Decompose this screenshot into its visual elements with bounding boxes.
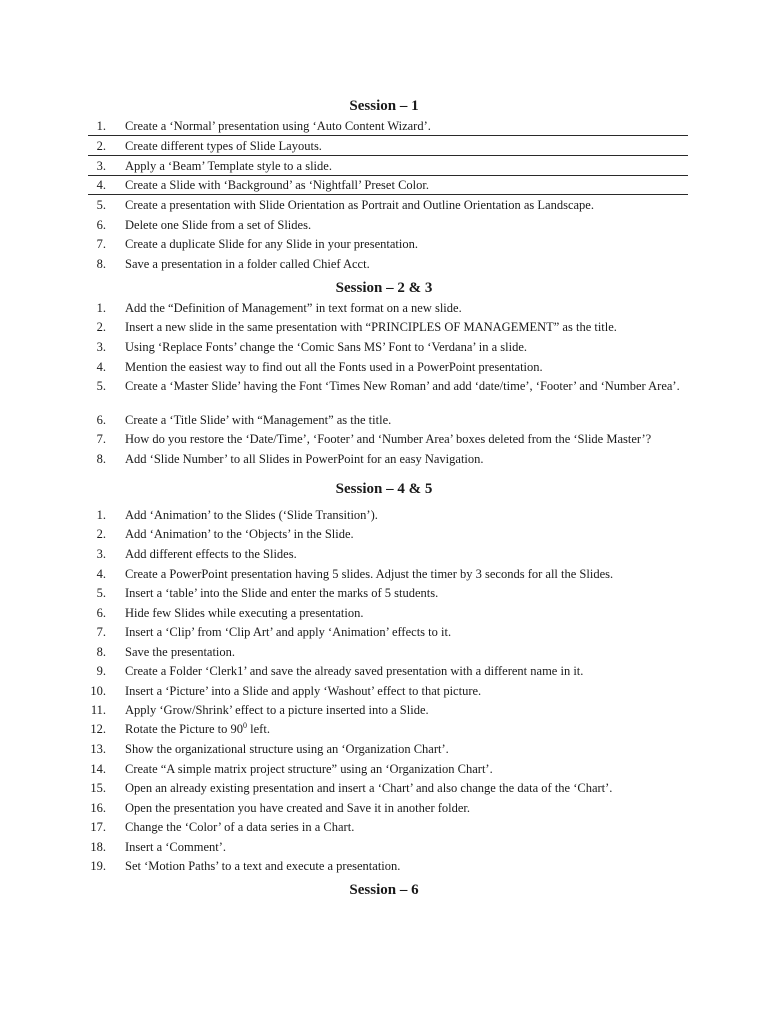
session-4-5-title: Session – 4 & 5 — [335, 481, 433, 497]
item-text: Change the ‘Color’ of a data series in a Chart. — [125, 820, 355, 834]
item-text: Mention the easiest way to find out all the Fonts used in a PowerPoint presentation. — [125, 360, 543, 374]
item-number: 2. — [96, 139, 106, 153]
item-text — [125, 722, 681, 737]
item-text: Open an already existing presentation and insert a ‘Chart’ and also change the data of the ‘Chart’. — [125, 781, 613, 795]
item-number: 13. — [90, 742, 106, 756]
item-number: 5. — [96, 198, 106, 212]
item-text: Create a duplicate Slide for any Slide in your presentation. — [125, 237, 418, 251]
session-1-item-1 — [88, 119, 688, 136]
degree-superscript: 0 — [243, 720, 248, 730]
item-number: 8. — [96, 257, 106, 271]
item-number: 4. — [96, 178, 106, 192]
item-number: 12. — [90, 722, 106, 736]
item-text: Create a presentation with Slide Orientation as Portrait and Outline Orientation as Landscape. — [125, 198, 594, 212]
item-number: 7. — [96, 237, 106, 251]
item-text: Create different types of Slide Layouts. — [125, 139, 322, 153]
item-number: 9. — [96, 664, 106, 678]
session-1-title: Session – 1 — [349, 98, 419, 114]
item-number: 3. — [96, 159, 106, 173]
item-number: 8. — [96, 452, 106, 466]
item-number: 2. — [96, 527, 106, 541]
item-number: 3. — [96, 340, 106, 354]
item-text: Using ‘Replace Fonts’ change the ‘Comic Sans MS’ Font to ‘Verdana’ in a slide. — [125, 340, 528, 354]
item-number: 1. — [96, 301, 106, 315]
session-1-item-3 — [88, 159, 688, 176]
item-text: Add ‘Slide Number’ to all Slides in PowerPoint for an easy Navigation. — [125, 452, 484, 466]
item-number: 4. — [96, 567, 106, 581]
item-number: 11. — [90, 703, 106, 717]
item-number: 10. — [90, 684, 106, 698]
item-text: Insert a ‘table’ into the Slide and enter the marks of 5 students. — [125, 586, 439, 600]
item-number: 14. — [90, 762, 106, 776]
item-number: 16. — [90, 801, 106, 815]
item-text: Add ‘Animation’ to the ‘Objects’ in the Slide. — [125, 527, 354, 541]
item-text: Insert a ‘Picture’ into a Slide and apply ‘Washout’ effect to that picture. — [125, 684, 482, 698]
item-text: Add ‘Animation’ to the Slides (‘Slide Transition’). — [125, 508, 378, 522]
item-number: 17. — [90, 820, 106, 834]
item-number: 6. — [96, 606, 106, 620]
session-6-title: Session – 6 — [349, 882, 419, 898]
item-number: 5. — [96, 586, 106, 600]
item-text: Create a ‘Normal’ presentation using ‘Auto Content Wizard’. — [125, 119, 431, 133]
item-number: 3. — [96, 547, 106, 561]
session-1-item-2 — [88, 139, 688, 156]
item-number: 7. — [96, 625, 106, 639]
item-number: 4. — [96, 360, 106, 374]
item-number: 6. — [96, 218, 106, 232]
item-text: Open the presentation you have created and Save it in another folder. — [125, 801, 471, 815]
item-text: Create a PowerPoint presentation having 5 slides. Adjust the timer by 3 seconds for all the Slides. — [125, 567, 614, 581]
item-number: 15. — [90, 781, 106, 795]
item-text-main: Rotate the Picture to 90 — [125, 722, 244, 736]
item-text: Add the “Definition of Management” in text format on a new slide. — [125, 301, 462, 315]
item-number: 7. — [96, 432, 106, 446]
session-1-item-4 — [88, 178, 688, 195]
item-text-after: left. — [247, 722, 270, 736]
item-text: Insert a ‘Clip’ from ‘Clip Art’ and apply ‘Animation’ effects to it. — [125, 625, 452, 639]
item-number: 2. — [96, 320, 106, 334]
item-text: Save a presentation in a folder called Chief Acct. — [125, 257, 370, 271]
item-text: Add different effects to the Slides. — [125, 547, 297, 561]
item-text: Create a Folder ‘Clerk1’ and save the already saved presentation with a different name in it. — [125, 664, 584, 678]
item-text: Apply a ‘Beam’ Template style to a slide. — [125, 159, 332, 173]
item-number: 1. — [96, 119, 106, 133]
item-text: Create a ‘Master Slide’ having the Font ‘Times New Roman’ and add ‘date/time’, ‘Footer’ and ‘Number Area’. — [125, 379, 680, 393]
item-text: Set ‘Motion Paths’ to a text and execute a presentation. — [125, 859, 401, 873]
item-number: 1. — [96, 508, 106, 522]
item-text: Create a Slide with ‘Background’ as ‘Nightfall’ Preset Color. — [125, 178, 429, 192]
item-text: Insert a new slide in the same presentation with “PRINCIPLES OF MANAGEMENT” as the title. — [125, 320, 617, 334]
item-text: Hide few Slides while executing a presentation. — [125, 606, 364, 620]
item-text: Show the organizational structure using an ‘Organization Chart’. — [125, 742, 449, 756]
item-text: Delete one Slide from a set of Slides. — [125, 218, 312, 232]
item-text: Create “A simple matrix project structure” using an ‘Organization Chart’. — [125, 762, 493, 776]
item-number: 6. — [96, 413, 106, 427]
item-text: Apply ‘Grow/Shrink’ effect to a picture inserted into a Slide. — [125, 703, 429, 717]
session-2-3-title: Session – 2 & 3 — [335, 280, 433, 296]
item-number: 8. — [96, 645, 106, 659]
item-number: 19. — [90, 859, 106, 873]
item-text: Create a ‘Title Slide’ with “Management” as the title. — [125, 413, 392, 427]
item-text: Save the presentation. — [125, 645, 236, 659]
item-text: How do you restore the ‘Date/Time’, ‘Footer’ and ‘Number Area’ boxes deleted from the ‘Slide Master’? — [125, 432, 652, 446]
item-number: 18. — [90, 840, 106, 854]
item-number: 5. — [96, 379, 106, 393]
item-text: Insert a ‘Comment’. — [125, 840, 227, 854]
